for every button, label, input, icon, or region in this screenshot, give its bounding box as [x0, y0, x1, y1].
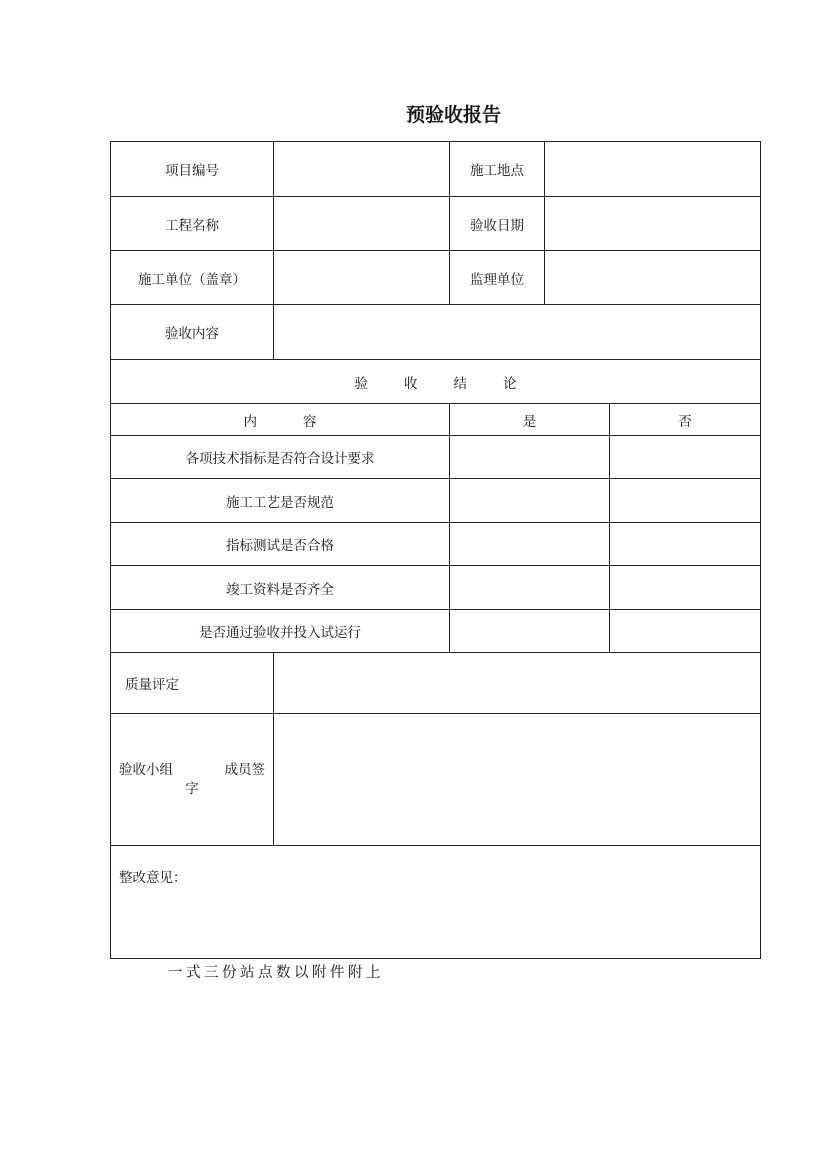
table-row: [111, 610, 761, 653]
signature-label-part: 成员签: [224, 761, 265, 778]
acceptance-report-table: [110, 141, 761, 959]
check-no-cell[interactable]: [610, 566, 761, 610]
check-no-cell[interactable]: [610, 610, 761, 653]
quality-label: 质量评定: [111, 653, 274, 714]
signature-label-part: 验收小组: [119, 761, 173, 778]
header-char: 内: [243, 413, 257, 430]
check-yes-cell[interactable]: [450, 479, 610, 523]
content-field[interactable]: [274, 305, 761, 360]
builder-field[interactable]: [274, 251, 450, 305]
project-no-label: 项目编号: [111, 142, 274, 197]
heading-char: 结: [453, 375, 467, 392]
accept-date-field[interactable]: [545, 197, 761, 251]
header-char: 容: [303, 413, 317, 430]
check-no-cell[interactable]: [610, 523, 761, 566]
check-item-label: 竣工资料是否齐全: [111, 566, 450, 610]
signature-label: [111, 714, 274, 846]
check-yes-cell[interactable]: [450, 566, 610, 610]
supervisor-field[interactable]: [545, 251, 761, 305]
conclusion-heading: [111, 360, 761, 404]
rectify-field[interactable]: [111, 846, 761, 959]
column-header-yes: 是: [450, 404, 610, 436]
check-item-label: 施工工艺是否规范: [111, 479, 450, 523]
content-label: 验收内容: [111, 305, 274, 360]
heading-char: 收: [404, 375, 418, 392]
column-header-content: [111, 404, 450, 436]
table-row: [111, 479, 761, 523]
supervisor-label: 监理单位: [450, 251, 545, 305]
project-name-field[interactable]: [274, 197, 450, 251]
check-item-label: 是否通过验收并投入试运行: [111, 610, 450, 653]
check-yes-cell[interactable]: [450, 610, 610, 653]
footer-note: 一式三份站点数以附件附上: [168, 965, 384, 981]
column-header-no: 否: [610, 404, 761, 436]
signature-label-part: 字: [185, 780, 199, 797]
table-row: [111, 523, 761, 566]
table-row: [111, 566, 761, 610]
project-name-label: 工程名称: [111, 197, 274, 251]
builder-label: 施工单位（盖章）: [111, 251, 274, 305]
check-no-cell[interactable]: [610, 436, 761, 479]
accept-date-label: 验收日期: [450, 197, 545, 251]
project-no-field[interactable]: [274, 142, 450, 197]
heading-char: 论: [503, 375, 517, 392]
quality-field[interactable]: [274, 653, 761, 714]
page-title: 预验收报告: [405, 104, 501, 126]
table-row: [111, 436, 761, 479]
site-label: 施工地点: [450, 142, 545, 197]
site-field[interactable]: [545, 142, 761, 197]
check-yes-cell[interactable]: [450, 523, 610, 566]
check-yes-cell[interactable]: [450, 436, 610, 479]
rectify-label: 整改意见：: [119, 870, 187, 886]
check-item-label: 指标测试是否合格: [111, 523, 450, 566]
check-item-label: 各项技术指标是否符合设计要求: [111, 436, 450, 479]
check-no-cell[interactable]: [610, 479, 761, 523]
heading-char: 验: [354, 375, 368, 392]
signature-field[interactable]: [274, 714, 761, 846]
